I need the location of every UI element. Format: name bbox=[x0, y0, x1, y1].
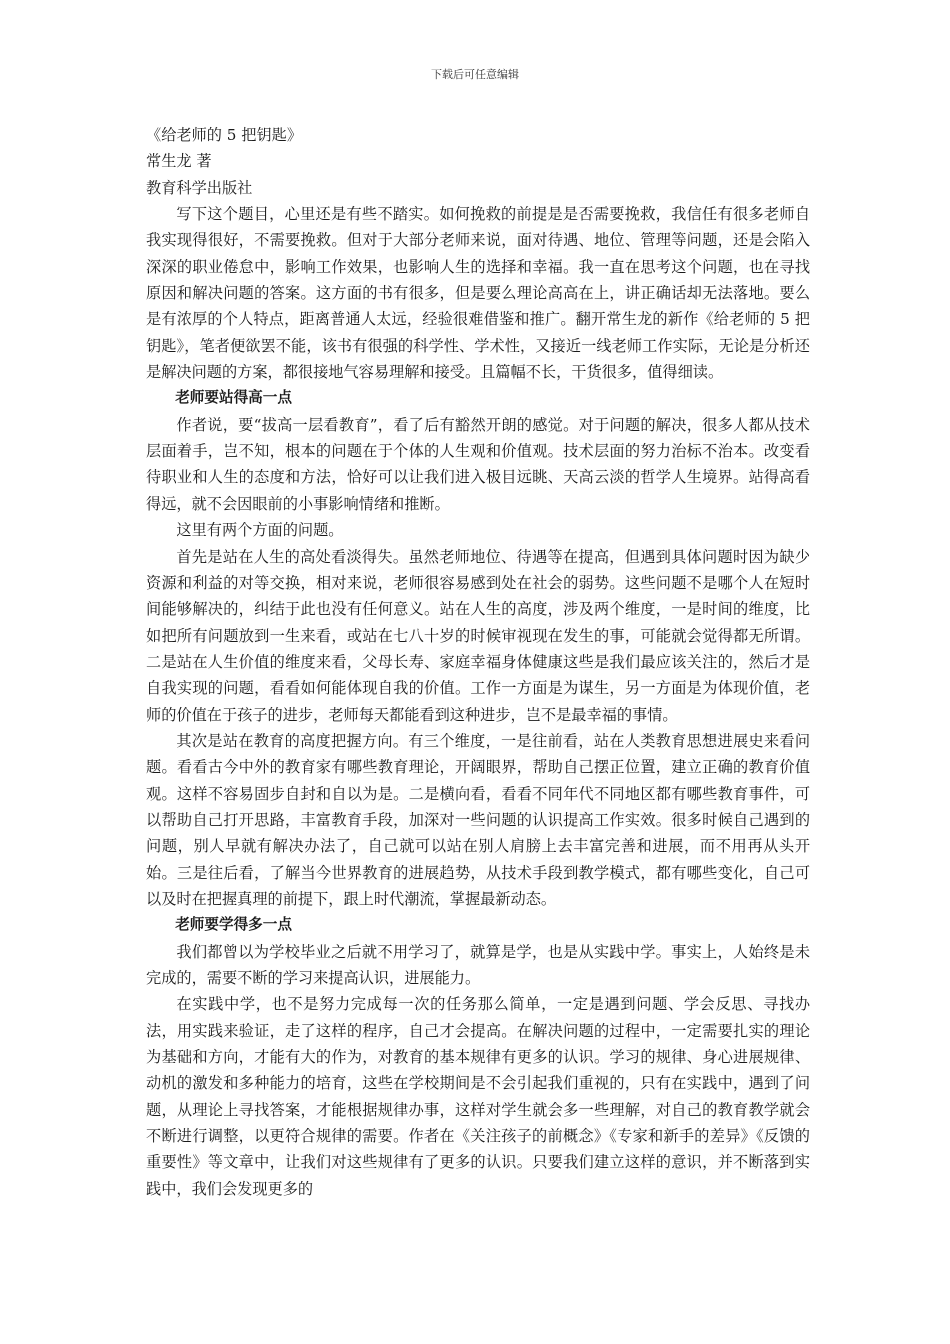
paragraph-education-height: 其次是站在教育的高度把握方向。有三个维度，一是往前看，站在人类教育思想进展史来看问题。看看古今中外的教育家有哪些教育理论，开阔眼界，帮助自己摆正位置，建立正确的教育价值观。这样不容易固步自封和自以为是。二是横向看，看看不同年代不同地区都有哪些教育事件，可以帮助自己打开思路，丰富教育手段，加深对一些问题的认识提高工作实效。很多时候自己遇到的问题，别人早就有解决办法了，自己就可以站在别人肩膀上去丰富完善和进展，而不用再从头开始。三是往后看，了解当今世界教育的进展趋势，从技术手段到教学模式，都有哪些变化，自己可以及时在把握真理的前提下，跟上时代潮流，掌握最新动态。 bbox=[146, 731, 810, 908]
paragraph-learn-practice: 在实践中学，也不是努力完成每一次的任务那么简单，一定是遇到问题、学会反思、寻找办法，用实践来验证，走了这样的程序，自己才会提高。在解决问题的过程中，一定需要扎实的理论为基础和方向，才能有大的作为，对教育的基本规律有更多的认识。学习的规律、身心进展规律、动机的激发和多种能力的培育，这些在学校期间是不会引起我们重视的，只有在实践中，遇到了问题，从理论上寻找答案，才能根据规律办事，这样对学生就会多一些理解，对自己的教育教学就会不断进行调整，以更符合规律的需要。作者在《关注孩子的前概念》《专家和新手的差异》《反馈的重要性》等文章中，让我们对这些规律有了更多的认识。只要我们建立这样的意识，并不断落到实践中，我们会发现更多的 bbox=[146, 995, 810, 1198]
publisher-line: 教育科学出版社 bbox=[146, 178, 253, 197]
paragraph-stand-high-intro: 作者说，要“拔高一层看教育”，看了后有豁然开朗的感觉。对于问题的解决，很多人都从技术层面着手，岂不知，根本的问题在于个体的人生观和价值观。技术层面的努力治标不治本。改变看待职业和人生的态度和方法，恰好可以让我们进入极目远眺、天高云淡的哲学人生境界。站得高看得远，就不会因眼前的小事影响情绪和推断。 bbox=[146, 415, 810, 513]
intro-paragraph: 写下这个题目，心里还是有些不踏实。如何挽救的前提是是否需要挽救，我信任有很多老师自我实现得很好，不需要挽救。但对于大部分老师来说，面对待遇、地位、管理等问题，还是会陷入深深的职业倦怠中，影响工作效果，也影响人生的选择和幸福。我一直在思考这个问题，也在寻找原因和解决问题的答案。这方面的书有很多，但是要么理论高高在上，讲正确话却无法落地。要么是有浓厚的个人特点，距离普通人太远，经验很难借鉴和推广。翻开常生龙的新作《给老师的 5 把钥匙》，笔者便欲罢不能，该书有很强的科学性、学术性，又接近一线老师工作实际，无论是分析还是解决问题的方案，都很接地气容易理解和接受。且篇幅不长，干货很多，值得细读。 bbox=[146, 205, 810, 382]
section-heading-stand-high: 老师要站得高一点 bbox=[175, 389, 292, 407]
document-body bbox=[146, 122, 810, 1202]
paragraph-two-aspects: 这里有两个方面的问题。 bbox=[176, 521, 344, 540]
author-line: 常生龙 著 bbox=[146, 152, 212, 171]
section-heading-learn-more: 老师要学得多一点 bbox=[175, 916, 292, 934]
page-header: 下载后可任意编辑 bbox=[431, 68, 519, 81]
paragraph-learn-intro: 我们都曾以为学校毕业之后就不用学习了，就算是学，也是从实践中学。事实上，人始终是未完成的，需要不断的学习来提高认识，进展能力。 bbox=[146, 942, 810, 987]
book-title: 《给老师的 5 把钥匙》 bbox=[146, 126, 303, 144]
paragraph-life-height: 首先是站在人生的高处看淡得失。虽然老师地位、待遇等在提高，但遇到具体问题时因为缺少资源和利益的对等交换，相对来说，老师很容易感到处在社会的弱势。这些问题不是哪个人在短时间能够解决的，纠结于此也没有任何意义。站在人生的高度，涉及两个维度，一是时间的维度，比如把所有问题放到一生来看，或站在七八十岁的时候审视现在发生的事，可能就会觉得都无所谓。二是站在人生价值的维度来看，父母长寿、家庭幸福身体健康这些是我们最应该关注的，然后才是自我实现的问题，看看如何能体现自我的价值。工作一方面是为谋生，另一方面是为体现价值，老师的价值在于孩子的进步，老师每天都能看到这种进步，岂不是最幸福的事情。 bbox=[146, 547, 810, 724]
